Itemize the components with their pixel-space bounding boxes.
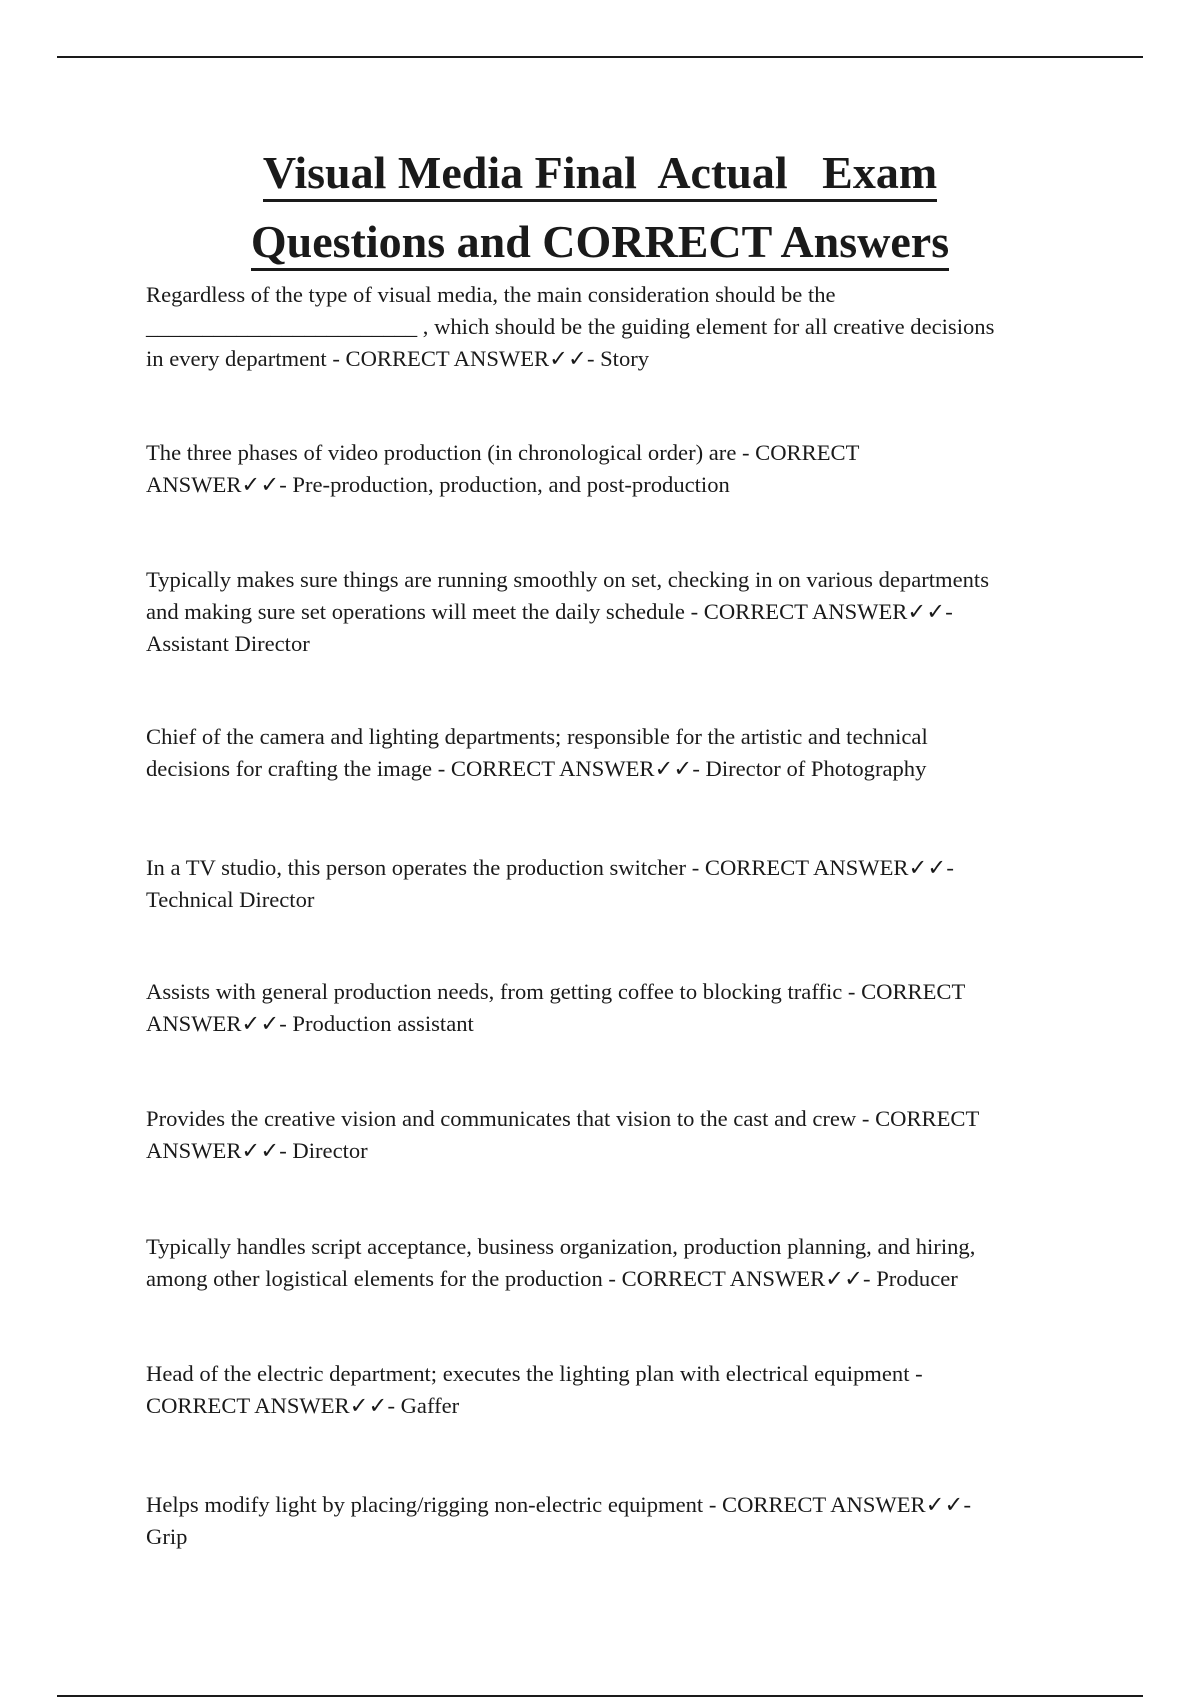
qa-item-5 [146,852,1066,916]
title-line-1: Visual Media Final Actual Exam [263,147,937,202]
qa-item-7 [146,1103,1066,1167]
qa-item-1-line-3: in every department - CORRECT ANSWER✓✓- Story [146,346,650,371]
top-rule [57,56,1143,58]
qa-item-6-line-2: ANSWER✓✓- Production assistant [146,1011,474,1036]
qa-item-1-line-1: Regardless of the type of visual media, the main consideration should be the [146,282,836,307]
qa-item-9-line-2: CORRECT ANSWER✓✓- Gaffer [146,1393,460,1418]
qa-item-2 [146,437,1066,501]
qa-item-4-line-1: Chief of the camera and lighting departments; responsible for the artistic and technical [146,724,928,749]
qa-item-3 [146,564,1066,660]
qa-item-7-line-2: ANSWER✓✓- Director [146,1138,368,1163]
qa-item-2-line-1: The three phases of video production (in chronological order) are - CORRECT [146,440,860,465]
qa-item-10 [146,1489,1066,1553]
qa-item-8 [146,1231,1066,1295]
qa-item-4 [146,721,1066,785]
qa-item-3-line-2: and making sure set operations will meet the daily schedule - CORRECT ANSWER✓✓- [146,599,953,624]
qa-item-4-line-2: decisions for crafting the image - CORRECT ANSWER✓✓- Director of Photography [146,756,927,781]
qa-item-5-line-2: Technical Director [146,887,315,912]
qa-item-6 [146,976,1066,1040]
qa-item-5-line-1: In a TV studio, this person operates the production switcher - CORRECT ANSWER✓✓- [146,855,954,880]
qa-item-3-line-3: Assistant Director [146,631,310,656]
qa-item-2-line-2: ANSWER✓✓- Pre-production, production, and post-production [146,472,730,497]
qa-item-1 [146,279,1066,375]
document-title [100,142,1100,280]
qa-item-3-line-1: Typically makes sure things are running smoothly on set, checking in on various departments [146,567,989,592]
qa-item-6-line-1: Assists with general production needs, from getting coffee to blocking traffic - CORRECT [146,979,966,1004]
title-line-2: Questions and CORRECT Answers [251,216,949,271]
qa-item-8-line-2: among other logistical elements for the production - CORRECT ANSWER✓✓- Producer [146,1266,958,1291]
qa-item-9 [146,1358,1066,1422]
qa-item-9-line-1: Head of the electric department; executes the lighting plan with electrical equipment - [146,1361,923,1386]
qa-item-8-line-1: Typically handles script acceptance, business organization, production planning, and hiring, [146,1234,976,1259]
qa-item-10-line-1: Helps modify light by placing/rigging non-electric equipment - CORRECT ANSWER✓✓- [146,1492,971,1517]
qa-item-1-line-2: ________________________ , which should be the guiding element for all creative decisions [146,314,995,339]
qa-item-7-line-1: Provides the creative vision and communicates that vision to the cast and crew - CORRECT [146,1106,980,1131]
bottom-rule [57,1695,1143,1697]
qa-item-10-line-2: Grip [146,1524,188,1549]
